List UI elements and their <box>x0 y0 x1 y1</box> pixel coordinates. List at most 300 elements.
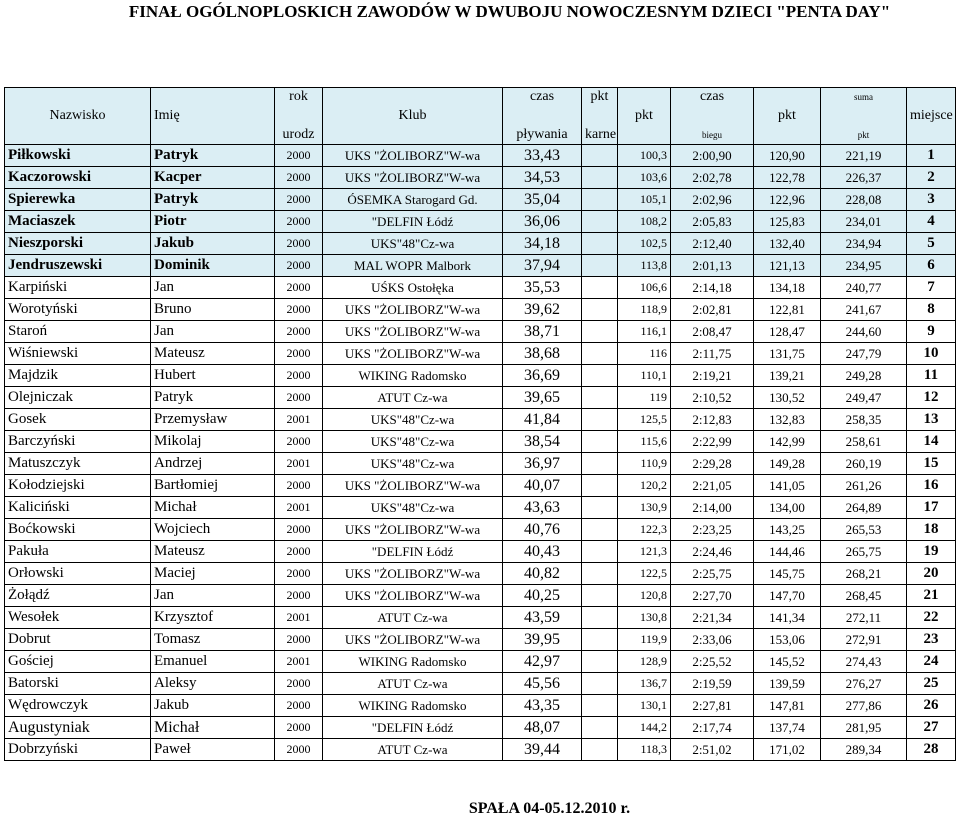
cell-miejsce: 4 <box>907 211 956 233</box>
cell-nazwisko: Olejniczak <box>5 387 151 409</box>
cell-czas-plywania: 40,43 <box>503 541 582 563</box>
cell-karne <box>582 189 618 211</box>
cell-pkt-biegu: 142,99 <box>754 431 821 453</box>
cell-imie: Krzysztof <box>151 607 275 629</box>
header-cell-empty <box>5 88 151 107</box>
cell-nazwisko: Orłowski <box>5 563 151 585</box>
cell-imie: Jan <box>151 277 275 299</box>
cell-nazwisko: Dobrzyński <box>5 739 151 761</box>
cell-imie: Andrzej <box>151 453 275 475</box>
cell-rok: 2000 <box>275 717 323 739</box>
cell-pkt-biegu: 122,96 <box>754 189 821 211</box>
cell-rok: 2001 <box>275 409 323 431</box>
cell-rok: 2000 <box>275 739 323 761</box>
cell-suma: 234,94 <box>821 233 907 255</box>
header-karne: karne <box>582 126 618 145</box>
cell-czas-biegu: 2:02,96 <box>671 189 754 211</box>
cell-karne <box>582 145 618 167</box>
cell-suma: 241,67 <box>821 299 907 321</box>
cell-pkt-plywania: 136,7 <box>618 673 671 695</box>
header-nazwisko: Nazwisko <box>5 107 151 126</box>
cell-czas-plywania: 39,65 <box>503 387 582 409</box>
cell-czas-biegu: 2:33,06 <box>671 629 754 651</box>
cell-imie: Jakub <box>151 233 275 255</box>
cell-nazwisko: Kaliciński <box>5 497 151 519</box>
cell-suma: 272,11 <box>821 607 907 629</box>
header-biegu: biegu <box>671 126 754 145</box>
table-row <box>5 189 956 211</box>
event-place-date: SPAŁA 04-05.12.2010 r. <box>468 800 631 817</box>
table-row <box>5 475 956 497</box>
cell-suma: 260,19 <box>821 453 907 475</box>
cell-czas-biegu: 2:27,70 <box>671 585 754 607</box>
table-body <box>5 145 956 761</box>
cell-pkt-plywania: 130,1 <box>618 695 671 717</box>
cell-pkt-biegu: 153,06 <box>754 629 821 651</box>
cell-pkt-plywania: 120,8 <box>618 585 671 607</box>
cell-klub: "DELFIN Łódź <box>323 541 503 563</box>
cell-rok: 2000 <box>275 167 323 189</box>
table-row <box>5 299 956 321</box>
cell-pkt-plywania: 120,2 <box>618 475 671 497</box>
page-title: FINAŁ OGÓLNOPLOSKICH ZAWODÓW W DWUBOJU NOWOCZESNYM DZIECI "PENTA DAY" <box>128 2 891 21</box>
cell-miejsce: 28 <box>907 739 956 761</box>
cell-karne <box>582 651 618 673</box>
cell-nazwisko: Dobrut <box>5 629 151 651</box>
cell-czas-biegu: 2:51,02 <box>671 739 754 761</box>
header-klub: Klub <box>323 107 503 126</box>
cell-czas-biegu: 2:00,90 <box>671 145 754 167</box>
header-cell-empty <box>671 107 754 126</box>
cell-imie: Piotr <box>151 211 275 233</box>
cell-czas-plywania: 37,94 <box>503 255 582 277</box>
cell-pkt-plywania: 103,6 <box>618 167 671 189</box>
cell-czas-plywania: 38,71 <box>503 321 582 343</box>
cell-czas-plywania: 34,53 <box>503 167 582 189</box>
cell-suma: 274,43 <box>821 651 907 673</box>
cell-karne <box>582 167 618 189</box>
cell-rok: 2001 <box>275 651 323 673</box>
cell-klub: ATUT Cz-wa <box>323 607 503 629</box>
cell-pkt-biegu: 144,46 <box>754 541 821 563</box>
cell-imie: Przemysław <box>151 409 275 431</box>
cell-miejsce: 18 <box>907 519 956 541</box>
cell-klub: UKS "ŻOLIBORZ"W-wa <box>323 299 503 321</box>
cell-miejsce: 14 <box>907 431 956 453</box>
cell-miejsce: 3 <box>907 189 956 211</box>
cell-czas-biegu: 2:24,46 <box>671 541 754 563</box>
cell-suma: 281,95 <box>821 717 907 739</box>
cell-suma: 276,27 <box>821 673 907 695</box>
cell-karne <box>582 475 618 497</box>
cell-nazwisko: Kaczorowski <box>5 167 151 189</box>
cell-pkt-plywania: 113,8 <box>618 255 671 277</box>
cell-imie: Patryk <box>151 387 275 409</box>
cell-rok: 2000 <box>275 673 323 695</box>
table-row <box>5 409 956 431</box>
cell-miejsce: 6 <box>907 255 956 277</box>
cell-imie: Mateusz <box>151 541 275 563</box>
cell-rok: 2000 <box>275 629 323 651</box>
cell-klub: ATUT Cz-wa <box>323 739 503 761</box>
cell-miejsce: 10 <box>907 343 956 365</box>
header-cell-empty <box>323 126 503 145</box>
cell-czas-biegu: 2:25,52 <box>671 651 754 673</box>
cell-nazwisko: Żołądź <box>5 585 151 607</box>
cell-pkt-biegu: 120,90 <box>754 145 821 167</box>
cell-suma: 240,77 <box>821 277 907 299</box>
cell-rok: 2000 <box>275 387 323 409</box>
cell-miejsce: 24 <box>907 651 956 673</box>
cell-imie: Wojciech <box>151 519 275 541</box>
cell-klub: UKS "ŻOLIBORZ"W-wa <box>323 475 503 497</box>
cell-nazwisko: Augustyniak <box>5 717 151 739</box>
cell-nazwisko: Matuszczyk <box>5 453 151 475</box>
cell-miejsce: 19 <box>907 541 956 563</box>
cell-imie: Emanuel <box>151 651 275 673</box>
cell-suma: 249,47 <box>821 387 907 409</box>
header-pkt-karne-top: pkt <box>582 88 618 107</box>
cell-klub: UŚKS Ostołęka <box>323 277 503 299</box>
table-row <box>5 695 956 717</box>
header-cell-empty <box>151 88 275 107</box>
cell-rok: 2000 <box>275 519 323 541</box>
table-header <box>5 88 956 145</box>
cell-czas-biegu: 2:01,13 <box>671 255 754 277</box>
cell-pkt-biegu: 130,52 <box>754 387 821 409</box>
header-czas-biegu-top: czas <box>671 88 754 107</box>
cell-pkt-biegu: 145,52 <box>754 651 821 673</box>
header-cell-empty <box>323 88 503 107</box>
table-row <box>5 541 956 563</box>
cell-pkt-plywania: 100,3 <box>618 145 671 167</box>
results-table <box>4 87 956 761</box>
header-cell-empty <box>821 107 907 126</box>
cell-pkt-plywania: 119 <box>618 387 671 409</box>
cell-imie: Bruno <box>151 299 275 321</box>
cell-czas-plywania: 34,18 <box>503 233 582 255</box>
cell-klub: "DELFIN Łódź <box>323 717 503 739</box>
cell-karne <box>582 255 618 277</box>
table-row <box>5 739 956 761</box>
cell-nazwisko: Wiśniewski <box>5 343 151 365</box>
cell-suma: 268,21 <box>821 563 907 585</box>
cell-pkt-biegu: 125,83 <box>754 211 821 233</box>
cell-pkt-plywania: 116,1 <box>618 321 671 343</box>
cell-czas-biegu: 2:11,75 <box>671 343 754 365</box>
cell-czas-biegu: 2:08,47 <box>671 321 754 343</box>
cell-imie: Aleksy <box>151 673 275 695</box>
cell-suma: 234,01 <box>821 211 907 233</box>
cell-suma: 264,89 <box>821 497 907 519</box>
header-urodz: urodz <box>275 126 323 145</box>
cell-czas-biegu: 2:29,28 <box>671 453 754 475</box>
cell-suma: 247,79 <box>821 343 907 365</box>
cell-pkt-plywania: 121,3 <box>618 541 671 563</box>
cell-klub: WIKING Radomsko <box>323 651 503 673</box>
cell-karne <box>582 541 618 563</box>
cell-rok: 2000 <box>275 321 323 343</box>
cell-nazwisko: Piłkowski <box>5 145 151 167</box>
cell-czas-plywania: 43,59 <box>503 607 582 629</box>
cell-czas-plywania: 40,07 <box>503 475 582 497</box>
cell-czas-plywania: 39,95 <box>503 629 582 651</box>
cell-suma: 265,53 <box>821 519 907 541</box>
cell-karne <box>582 673 618 695</box>
cell-pkt-biegu: 171,02 <box>754 739 821 761</box>
cell-pkt-biegu: 122,78 <box>754 167 821 189</box>
cell-rok: 2000 <box>275 255 323 277</box>
cell-imie: Michał <box>151 497 275 519</box>
cell-imie: Jan <box>151 585 275 607</box>
cell-miejsce: 9 <box>907 321 956 343</box>
cell-rok: 2000 <box>275 563 323 585</box>
cell-czas-plywania: 48,07 <box>503 717 582 739</box>
cell-pkt-biegu: 132,40 <box>754 233 821 255</box>
cell-klub: UKS "ŻOLIBORZ"W-wa <box>323 145 503 167</box>
header-cell-empty <box>754 126 821 145</box>
cell-miejsce: 25 <box>907 673 956 695</box>
cell-klub: UKS "ŻOLIBORZ"W-wa <box>323 321 503 343</box>
cell-karne <box>582 453 618 475</box>
header-imie: Imię <box>151 107 275 126</box>
cell-nazwisko: Maciaszek <box>5 211 151 233</box>
table-row <box>5 387 956 409</box>
cell-rok: 2000 <box>275 277 323 299</box>
cell-imie: Hubert <box>151 365 275 387</box>
cell-czas-biegu: 2:17,74 <box>671 717 754 739</box>
cell-czas-plywania: 42,97 <box>503 651 582 673</box>
cell-czas-plywania: 39,44 <box>503 739 582 761</box>
cell-czas-plywania: 39,62 <box>503 299 582 321</box>
header-miejsce: miejsce <box>907 107 956 126</box>
cell-karne <box>582 519 618 541</box>
table-row <box>5 431 956 453</box>
cell-pkt-plywania: 119,9 <box>618 629 671 651</box>
cell-klub: ATUT Cz-wa <box>323 673 503 695</box>
cell-pkt-biegu: 141,05 <box>754 475 821 497</box>
cell-suma: 277,86 <box>821 695 907 717</box>
cell-miejsce: 20 <box>907 563 956 585</box>
table-row <box>5 343 956 365</box>
cell-suma: 258,61 <box>821 431 907 453</box>
table-row <box>5 629 956 651</box>
cell-karne <box>582 365 618 387</box>
cell-nazwisko: Gościej <box>5 651 151 673</box>
cell-czas-plywania: 36,06 <box>503 211 582 233</box>
header-cell-empty <box>907 88 956 107</box>
table-row <box>5 321 956 343</box>
cell-miejsce: 11 <box>907 365 956 387</box>
cell-klub: WIKING Radomsko <box>323 695 503 717</box>
cell-miejsce: 27 <box>907 717 956 739</box>
cell-suma: 228,08 <box>821 189 907 211</box>
cell-pkt-plywania: 122,3 <box>618 519 671 541</box>
cell-czas-plywania: 43,35 <box>503 695 582 717</box>
cell-klub: UKS"48"Cz-wa <box>323 497 503 519</box>
cell-pkt-biegu: 134,00 <box>754 497 821 519</box>
cell-pkt-plywania: 115,6 <box>618 431 671 453</box>
cell-nazwisko: Boćkowski <box>5 519 151 541</box>
table-row <box>5 145 956 167</box>
cell-rok: 2000 <box>275 145 323 167</box>
cell-pkt-biegu: 128,47 <box>754 321 821 343</box>
cell-suma: 289,34 <box>821 739 907 761</box>
cell-czas-biegu: 2:14,18 <box>671 277 754 299</box>
cell-pkt-plywania: 130,8 <box>618 607 671 629</box>
cell-suma: 258,35 <box>821 409 907 431</box>
cell-miejsce: 7 <box>907 277 956 299</box>
header-suma: suma <box>821 88 907 107</box>
cell-pkt-biegu: 134,18 <box>754 277 821 299</box>
cell-miejsce: 8 <box>907 299 956 321</box>
cell-czas-biegu: 2:27,81 <box>671 695 754 717</box>
cell-rok: 2000 <box>275 365 323 387</box>
cell-suma: 268,45 <box>821 585 907 607</box>
cell-klub: MAL WOPR Malbork <box>323 255 503 277</box>
cell-rok: 2000 <box>275 211 323 233</box>
cell-pkt-plywania: 110,9 <box>618 453 671 475</box>
cell-pkt-plywania: 105,1 <box>618 189 671 211</box>
cell-czas-biegu: 2:10,52 <box>671 387 754 409</box>
cell-czas-biegu: 2:21,05 <box>671 475 754 497</box>
cell-czas-biegu: 2:12,40 <box>671 233 754 255</box>
cell-pkt-plywania: 118,3 <box>618 739 671 761</box>
cell-nazwisko: Staroń <box>5 321 151 343</box>
cell-klub: UKS "ŻOLIBORZ"W-wa <box>323 585 503 607</box>
cell-suma: 234,95 <box>821 255 907 277</box>
table-row <box>5 167 956 189</box>
cell-nazwisko: Wesołek <box>5 607 151 629</box>
cell-pkt-plywania: 116 <box>618 343 671 365</box>
cell-imie: Paweł <box>151 739 275 761</box>
cell-karne <box>582 387 618 409</box>
cell-imie: Mikolaj <box>151 431 275 453</box>
cell-pkt-plywania: 128,9 <box>618 651 671 673</box>
cell-klub: "DELFIN Łódź <box>323 211 503 233</box>
cell-imie: Jan <box>151 321 275 343</box>
cell-czas-plywania: 33,43 <box>503 145 582 167</box>
cell-czas-plywania: 35,53 <box>503 277 582 299</box>
cell-nazwisko: Karpiński <box>5 277 151 299</box>
cell-pkt-biegu: 145,75 <box>754 563 821 585</box>
cell-nazwisko: Nieszporski <box>5 233 151 255</box>
cell-pkt-plywania: 144,2 <box>618 717 671 739</box>
cell-rok: 2001 <box>275 607 323 629</box>
cell-czas-plywania: 36,69 <box>503 365 582 387</box>
cell-rok: 2001 <box>275 497 323 519</box>
cell-miejsce: 21 <box>907 585 956 607</box>
cell-imie: Jakub <box>151 695 275 717</box>
cell-pkt-plywania: 130,9 <box>618 497 671 519</box>
cell-klub: UKS"48"Cz-wa <box>323 431 503 453</box>
cell-czas-plywania: 45,56 <box>503 673 582 695</box>
cell-klub: UKS"48"Cz-wa <box>323 453 503 475</box>
cell-miejsce: 5 <box>907 233 956 255</box>
cell-klub: UKS"48"Cz-wa <box>323 233 503 255</box>
cell-pkt-biegu: 143,25 <box>754 519 821 541</box>
table-row <box>5 277 956 299</box>
cell-imie: Patryk <box>151 189 275 211</box>
cell-klub: WIKING Radomsko <box>323 365 503 387</box>
header-cell-empty <box>907 126 956 145</box>
cell-miejsce: 12 <box>907 387 956 409</box>
cell-imie: Bartłomiej <box>151 475 275 497</box>
cell-pkt-biegu: 147,81 <box>754 695 821 717</box>
cell-czas-biegu: 2:21,34 <box>671 607 754 629</box>
cell-suma: 221,19 <box>821 145 907 167</box>
cell-suma: 244,60 <box>821 321 907 343</box>
cell-klub: UKS "ŻOLIBORZ"W-wa <box>323 519 503 541</box>
cell-karne <box>582 211 618 233</box>
cell-suma: 226,37 <box>821 167 907 189</box>
cell-imie: Patryk <box>151 145 275 167</box>
cell-czas-biegu: 2:23,25 <box>671 519 754 541</box>
cell-rok: 2000 <box>275 299 323 321</box>
cell-klub: ÓSEMKA Starogard Gd. <box>323 189 503 211</box>
cell-nazwisko: Pakuła <box>5 541 151 563</box>
cell-czas-plywania: 41,84 <box>503 409 582 431</box>
cell-klub: ATUT Cz-wa <box>323 387 503 409</box>
cell-rok: 2000 <box>275 585 323 607</box>
cell-nazwisko: Batorski <box>5 673 151 695</box>
cell-pkt-biegu: 122,81 <box>754 299 821 321</box>
cell-suma: 272,91 <box>821 629 907 651</box>
cell-nazwisko: Jendruszewski <box>5 255 151 277</box>
cell-rok: 2000 <box>275 695 323 717</box>
cell-karne <box>582 343 618 365</box>
cell-czas-biegu: 2:14,00 <box>671 497 754 519</box>
cell-imie: Michał <box>151 717 275 739</box>
cell-pkt-plywania: 106,6 <box>618 277 671 299</box>
cell-nazwisko: Worotyński <box>5 299 151 321</box>
cell-miejsce: 26 <box>907 695 956 717</box>
table-row <box>5 563 956 585</box>
cell-pkt-plywania: 110,1 <box>618 365 671 387</box>
table-row <box>5 365 956 387</box>
header-cell-empty <box>275 107 323 126</box>
cell-pkt-biegu: 147,70 <box>754 585 821 607</box>
cell-pkt-biegu: 139,21 <box>754 365 821 387</box>
cell-klub: UKS "ŻOLIBORZ"W-wa <box>323 343 503 365</box>
table-row <box>5 717 956 739</box>
cell-karne <box>582 497 618 519</box>
cell-pkt-plywania: 118,9 <box>618 299 671 321</box>
cell-imie: Tomasz <box>151 629 275 651</box>
table-row <box>5 255 956 277</box>
cell-karne <box>582 607 618 629</box>
cell-suma: 265,75 <box>821 541 907 563</box>
header-plywania: pływania <box>503 126 582 145</box>
cell-karne <box>582 431 618 453</box>
cell-rok: 2000 <box>275 189 323 211</box>
header-cell-empty <box>582 107 618 126</box>
cell-imie: Kacper <box>151 167 275 189</box>
cell-karne <box>582 409 618 431</box>
cell-pkt-plywania: 102,5 <box>618 233 671 255</box>
table-row <box>5 607 956 629</box>
table-row <box>5 233 956 255</box>
cell-czas-plywania: 36,97 <box>503 453 582 475</box>
cell-karne <box>582 563 618 585</box>
cell-czas-biegu: 2:02,81 <box>671 299 754 321</box>
cell-czas-plywania: 38,68 <box>503 343 582 365</box>
table-row <box>5 497 956 519</box>
header-cell-empty <box>151 126 275 145</box>
header-pkt-biegu: pkt <box>754 107 821 126</box>
cell-suma: 249,28 <box>821 365 907 387</box>
cell-klub: UKS "ŻOLIBORZ"W-wa <box>323 167 503 189</box>
